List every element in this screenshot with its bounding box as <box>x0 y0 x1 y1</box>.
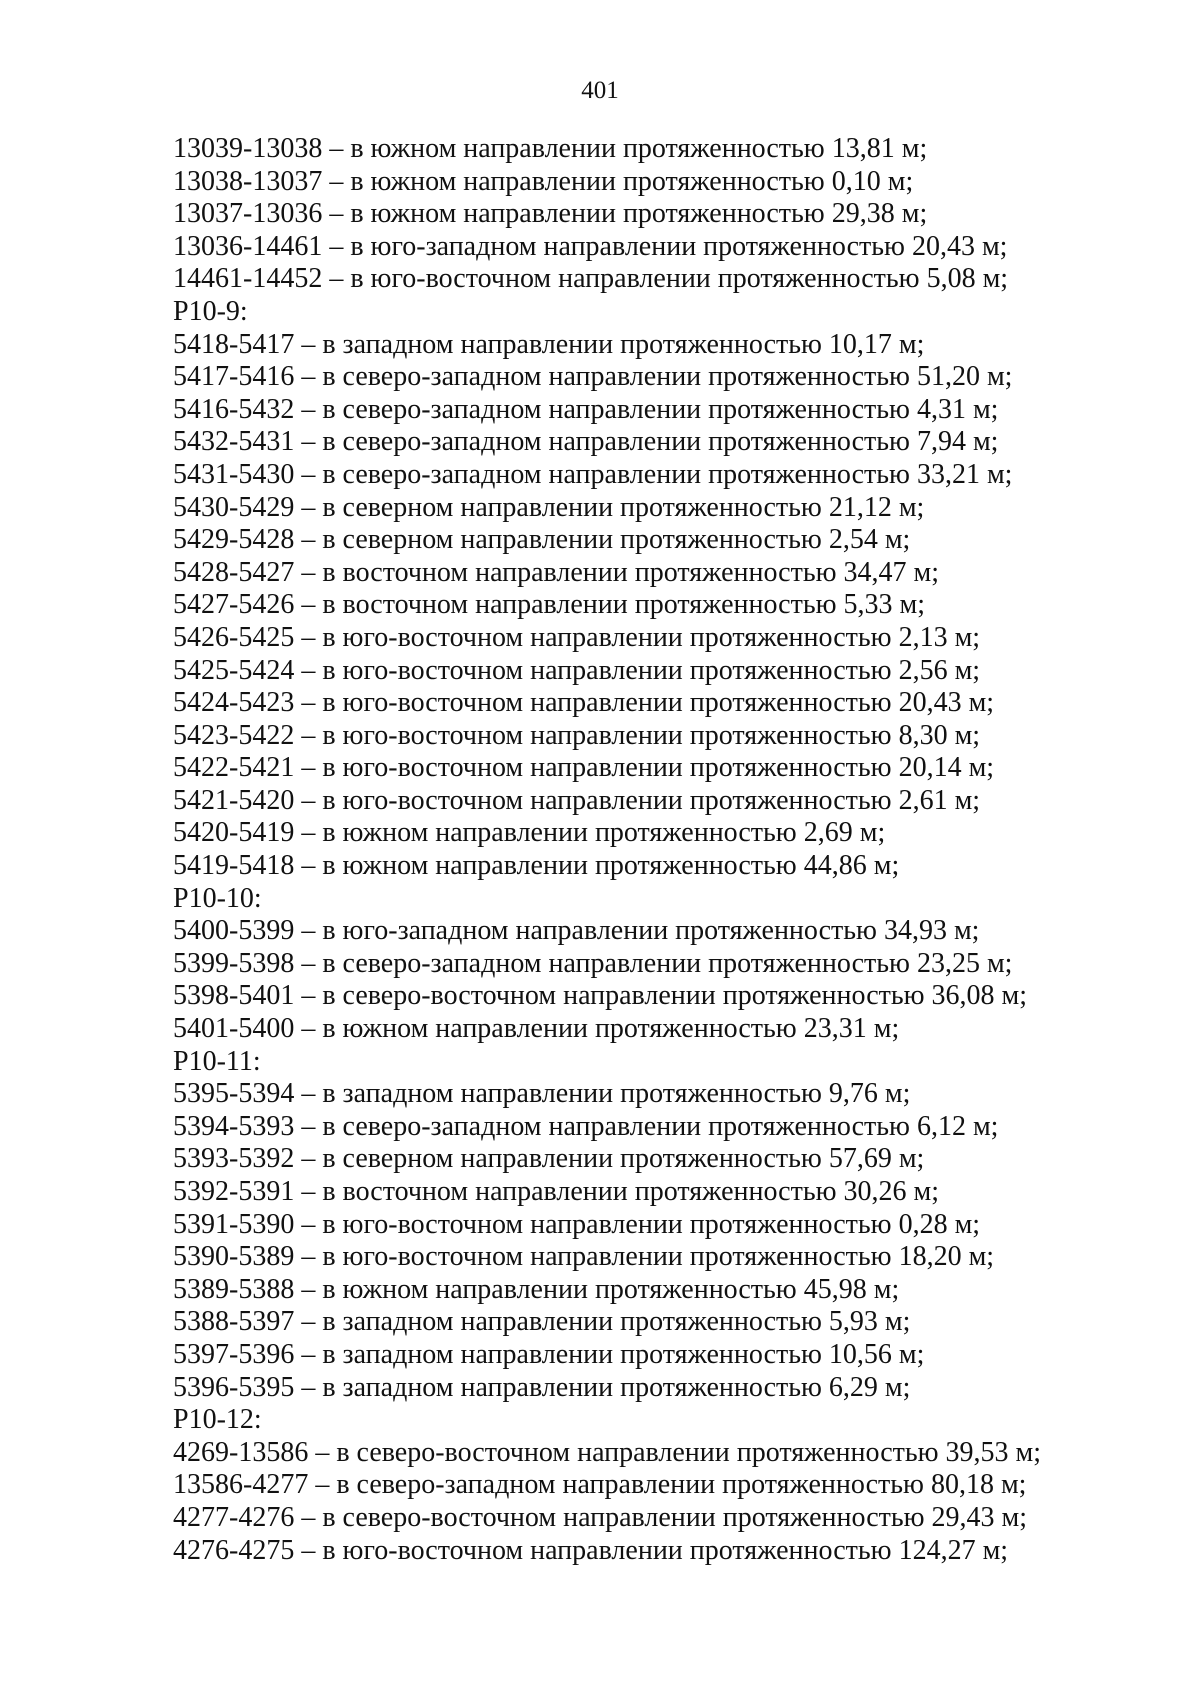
text-line: 5395-5394 – в западном направлении протяженностью 9,76 м; <box>173 1078 911 1110</box>
text-line: 5388-5397 – в западном направлении протяженностью 5,93 м; <box>173 1306 911 1338</box>
section-heading: Р10-10: <box>173 882 262 914</box>
text-line: 4269-13586 – в северо-восточном направлении протяженностью 39,53 м; <box>173 1436 1042 1468</box>
text-line: 5426-5425 – в юго-восточном направлении протяженностью 2,13 м; <box>173 621 981 653</box>
text-line: 5396-5395 – в западном направлении протяженностью 6,29 м; <box>173 1371 911 1403</box>
text-line: 5420-5419 – в южном направлении протяженностью 2,69 м; <box>173 817 886 849</box>
text-line: 13038-13037 – в южном направлении протяженностью 0,10 м; <box>173 165 914 197</box>
text-line: 5398-5401 – в северо-восточном направлении протяженностью 36,08 м; <box>173 980 1028 1012</box>
text-line: 5421-5420 – в юго-восточном направлении протяженностью 2,61 м; <box>173 784 981 816</box>
text-line: 13039-13038 – в южном направлении протяженностью 13,81 м; <box>173 133 928 164</box>
text-line: 5393-5392 – в северном направлении протяженностью 57,69 м; <box>173 1143 925 1175</box>
text-line: 5430-5429 – в северном направлении протяженностью 21,12 м; <box>173 491 925 523</box>
text-line: 13586-4277 – в северо-западном направлении протяженностью 80,18 м; <box>173 1469 1027 1501</box>
text-line: 5425-5424 – в юго-восточном направлении протяженностью 2,56 м; <box>173 654 981 686</box>
text-line: 5397-5396 – в западном направлении протяженностью 10,56 м; <box>173 1338 925 1370</box>
text-line: 5391-5390 – в юго-восточном направлении протяженностью 0,28 м; <box>173 1208 981 1240</box>
text-line: 5399-5398 – в северо-западном направлении протяженностью 23,25 м; <box>173 947 1013 979</box>
text-line: 13037-13036 – в южном направлении протяженностью 29,38 м; <box>173 198 928 230</box>
text-line: 5424-5423 – в юго-восточном направлении протяженностью 20,43 м; <box>173 687 995 719</box>
text-line: 5423-5422 – в юго-восточном направлении протяженностью 8,30 м; <box>173 719 981 751</box>
text-line: 5427-5426 – в восточном направлении протяженностью 5,33 м; <box>173 589 926 621</box>
text-line: 5432-5431 – в северо-западном направлении протяженностью 7,94 м; <box>173 426 999 458</box>
text-line: 4277-4276 – в северо-восточном направлении протяженностью 29,43 м; <box>173 1501 1028 1533</box>
text-line: 5422-5421 – в юго-восточном направлении протяженностью 20,14 м; <box>173 752 995 784</box>
section-heading: Р10-12: <box>173 1404 262 1436</box>
text-line: 5428-5427 – в восточном направлении протяженностью 34,47 м; <box>173 556 940 588</box>
text-line: 5419-5418 – в южном направлении протяженностью 44,86 м; <box>173 850 900 882</box>
text-line: 14461-14452 – в юго-восточном направлении протяженностью 5,08 м; <box>173 263 1009 295</box>
text-line: 5389-5388 – в южном направлении протяженностью 45,98 м; <box>173 1273 900 1305</box>
text-line: 5401-5400 – в южном направлении протяженностью 23,31 м; <box>173 1013 900 1045</box>
text-line: 5417-5416 – в северо-западном направлении протяженностью 51,20 м; <box>173 361 1013 393</box>
text-line: 13036-14461 – в юго-западном направлении протяженностью 20,43 м; <box>173 230 1008 262</box>
document-body <box>173 133 1153 1567</box>
text-line: 5431-5430 – в северо-западном направлении протяженностью 33,21 м; <box>173 458 1013 490</box>
text-line: 5416-5432 – в северо-западном направлении протяженностью 4,31 м; <box>173 393 999 425</box>
text-line: 5392-5391 – в восточном направлении протяженностью 30,26 м; <box>173 1176 940 1207</box>
section-heading: Р10-9: <box>173 295 248 327</box>
section-heading: Р10-11: <box>173 1045 261 1077</box>
text-line: 4276-4275 – в юго-восточном направлении протяженностью 124,27 м; <box>173 1534 1009 1566</box>
text-line: 5400-5399 – в юго-западном направлении протяженностью 34,93 м; <box>173 915 980 947</box>
text-line: 5429-5428 – в северном направлении протяженностью 2,54 м; <box>173 524 911 556</box>
text-line: 5390-5389 – в юго-восточном направлении протяженностью 18,20 м; <box>173 1241 995 1273</box>
page-number: 401 <box>581 77 619 104</box>
text-line: 5418-5417 – в западном направлении протяженностью 10,17 м; <box>173 328 925 360</box>
text-line: 5394-5393 – в северо-западном направлении протяженностью 6,12 м; <box>173 1110 999 1142</box>
